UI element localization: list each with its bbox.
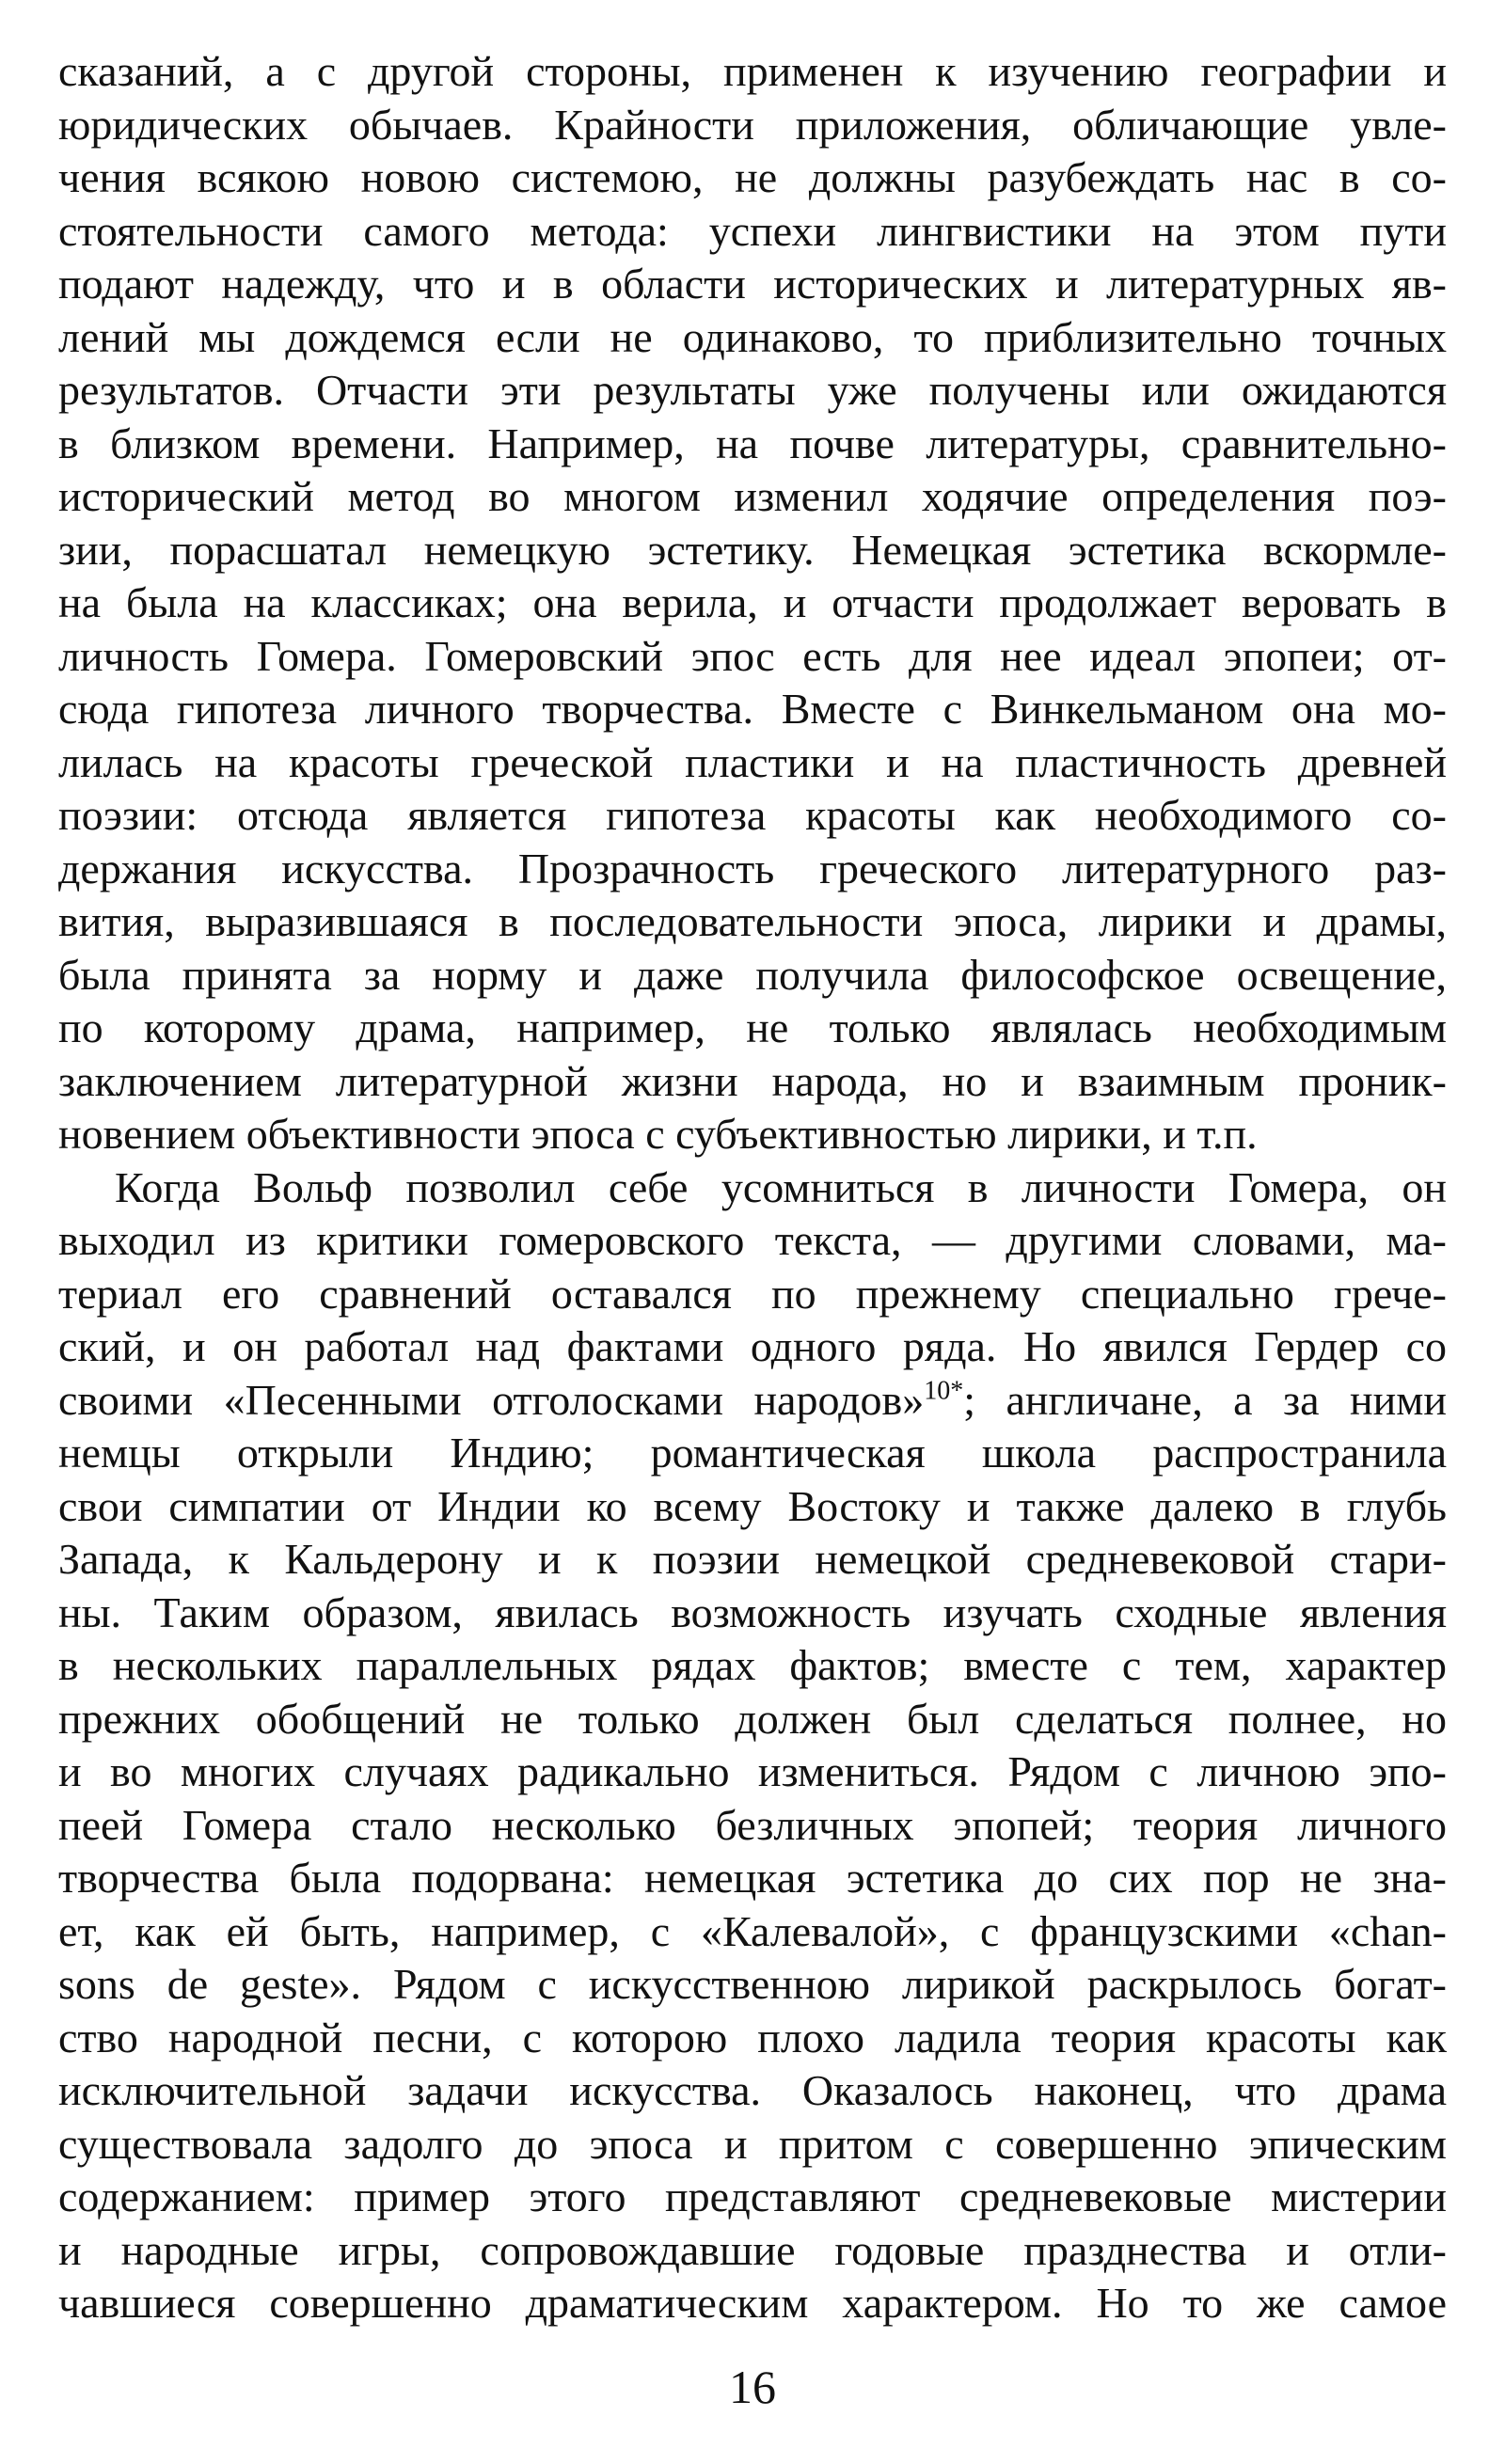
text-line: по которому драма, например, не только являлась необходимым xyxy=(58,1003,1447,1051)
text-line: Запада, к Кальдерону и к поэзии немецкой средневековой стари- xyxy=(58,1535,1447,1583)
text-line: ский, и он работал над фактами одного ряда. Но явился Гердер со xyxy=(58,1322,1447,1370)
text-line: в близком времени. Например, на почве литературы, сравнительно- xyxy=(58,419,1447,467)
text-line: Когда Вольф позволил себе усомниться в личности Гомера, он xyxy=(115,1162,1447,1211)
text-line: юридических обычаев. Крайности приложения, обличающие увле- xyxy=(58,100,1447,149)
text-line: сказаний, а с другой стороны, применен к изучению географии и xyxy=(58,47,1447,95)
text-line: лилась на красоты греческой пластики и на пластичность древней xyxy=(58,737,1447,786)
text-line: ство народной песни, с которою плохо ладила теория красоты как xyxy=(58,2013,1447,2061)
text-line: исключительной задачи искусства. Оказалось наконец, что драма xyxy=(58,2066,1447,2114)
text-line: исторический метод во многом изменил ходячие определения поэ- xyxy=(58,472,1447,520)
text-line: лений мы дождемся если не одинаково, то приблизительно точных xyxy=(58,312,1447,361)
text-segment: ; англичане, а за ними xyxy=(963,1375,1447,1424)
text-line-with-footnote xyxy=(58,1374,1447,1428)
text-line: sons de geste». Рядом с искусственною лирикой раскрылось богат- xyxy=(58,1960,1447,2008)
text-line: свои симпатии от Индии ко всему Востоку и также далеко в глубь xyxy=(58,1481,1447,1530)
text-line: вития, выразившаяся в последовательности эпоса, лирики и драмы, xyxy=(58,897,1447,945)
text-line: в нескольких параллельных рядах фактов; вместе с тем, характер xyxy=(58,1641,1447,1689)
text-line: творчества была подорвана: немецкая эстетика до сих пор не зна- xyxy=(58,1854,1447,1902)
text-line: поэзии: отсюда является гипотеза красоты как необходимого со- xyxy=(58,791,1447,839)
text-line: ет, как ей быть, например, с «Калевалой», с французскими «chan- xyxy=(58,1906,1447,1955)
text-line: содержанием: пример этого представляют средневековые мистерии xyxy=(58,2172,1447,2220)
text-line: личность Гомера. Гомеровский эпос есть для нее идеал эпопеи; от- xyxy=(58,631,1447,680)
text-line: существовала задолго до эпоса и притом с совершенно эпическим xyxy=(58,2119,1447,2168)
text-line: на была на классиках; она верила, и отчасти продолжает веровать в xyxy=(58,578,1447,626)
text-line: и народные игры, сопровождавшие годовые празднества и отли- xyxy=(58,2225,1447,2274)
text-line: пеей Гомера стало несколько безличных эпопей; теория личного xyxy=(58,1800,1447,1849)
text-line: прежних обобщений не только должен был сделаться полнее, но xyxy=(58,1694,1447,1743)
text-line: и во многих случаях радикально измениться. Рядом с личною эпо- xyxy=(58,1747,1447,1795)
text-line: подают надежду, что и в области исторических и литературных яв- xyxy=(58,260,1447,308)
text-line: стоятельности самого метода: успехи лингвистики на этом пути xyxy=(58,206,1447,255)
footnote-reference: 10* xyxy=(924,1376,964,1406)
page-text xyxy=(58,45,1447,2330)
text-line: немцы открыли Индию; романтическая школа распространила xyxy=(58,1429,1447,1477)
text-line: выходил из критики гомеровского текста, — другими словами, ма- xyxy=(58,1216,1447,1264)
paragraph-2 xyxy=(58,1161,1447,2330)
text-line: была принята за норму и даже получила философское освещение, xyxy=(58,950,1447,999)
text-line: териал его сравнений оставался по прежнему специально грече- xyxy=(58,1269,1447,1318)
text-line: новением объективности эпоса с субъективностью лирики, и т.п. xyxy=(58,1110,1258,1158)
text-line: сюда гипотеза личного творчества. Вместе с Винкельманом она мо- xyxy=(58,685,1447,733)
text-line: чавшиеся совершенно драматическим характером. Но то же самое xyxy=(58,2279,1447,2327)
page-number: 16 xyxy=(729,2361,776,2413)
text-line: зии, порасшатал немецкую эстетику. Немецкая эстетика вскормле- xyxy=(58,525,1447,574)
text-line: ны. Таким образом, явилась возможность изучать сходные явления xyxy=(58,1587,1447,1636)
text-line: заключением литературной жизни народа, но и взаимным проник- xyxy=(58,1056,1447,1105)
text-line: чения всякою новою системою, не должны разубеждать нас в со- xyxy=(58,153,1447,201)
text-line: результатов. Отчасти эти результаты уже получены или ожидаются xyxy=(58,366,1447,414)
text-line: держания искусства. Прозрачность греческого литературного раз- xyxy=(58,844,1447,892)
text-segment: своими «Песенными отголосками народов» xyxy=(58,1375,925,1424)
paragraph-1 xyxy=(58,45,1447,1161)
